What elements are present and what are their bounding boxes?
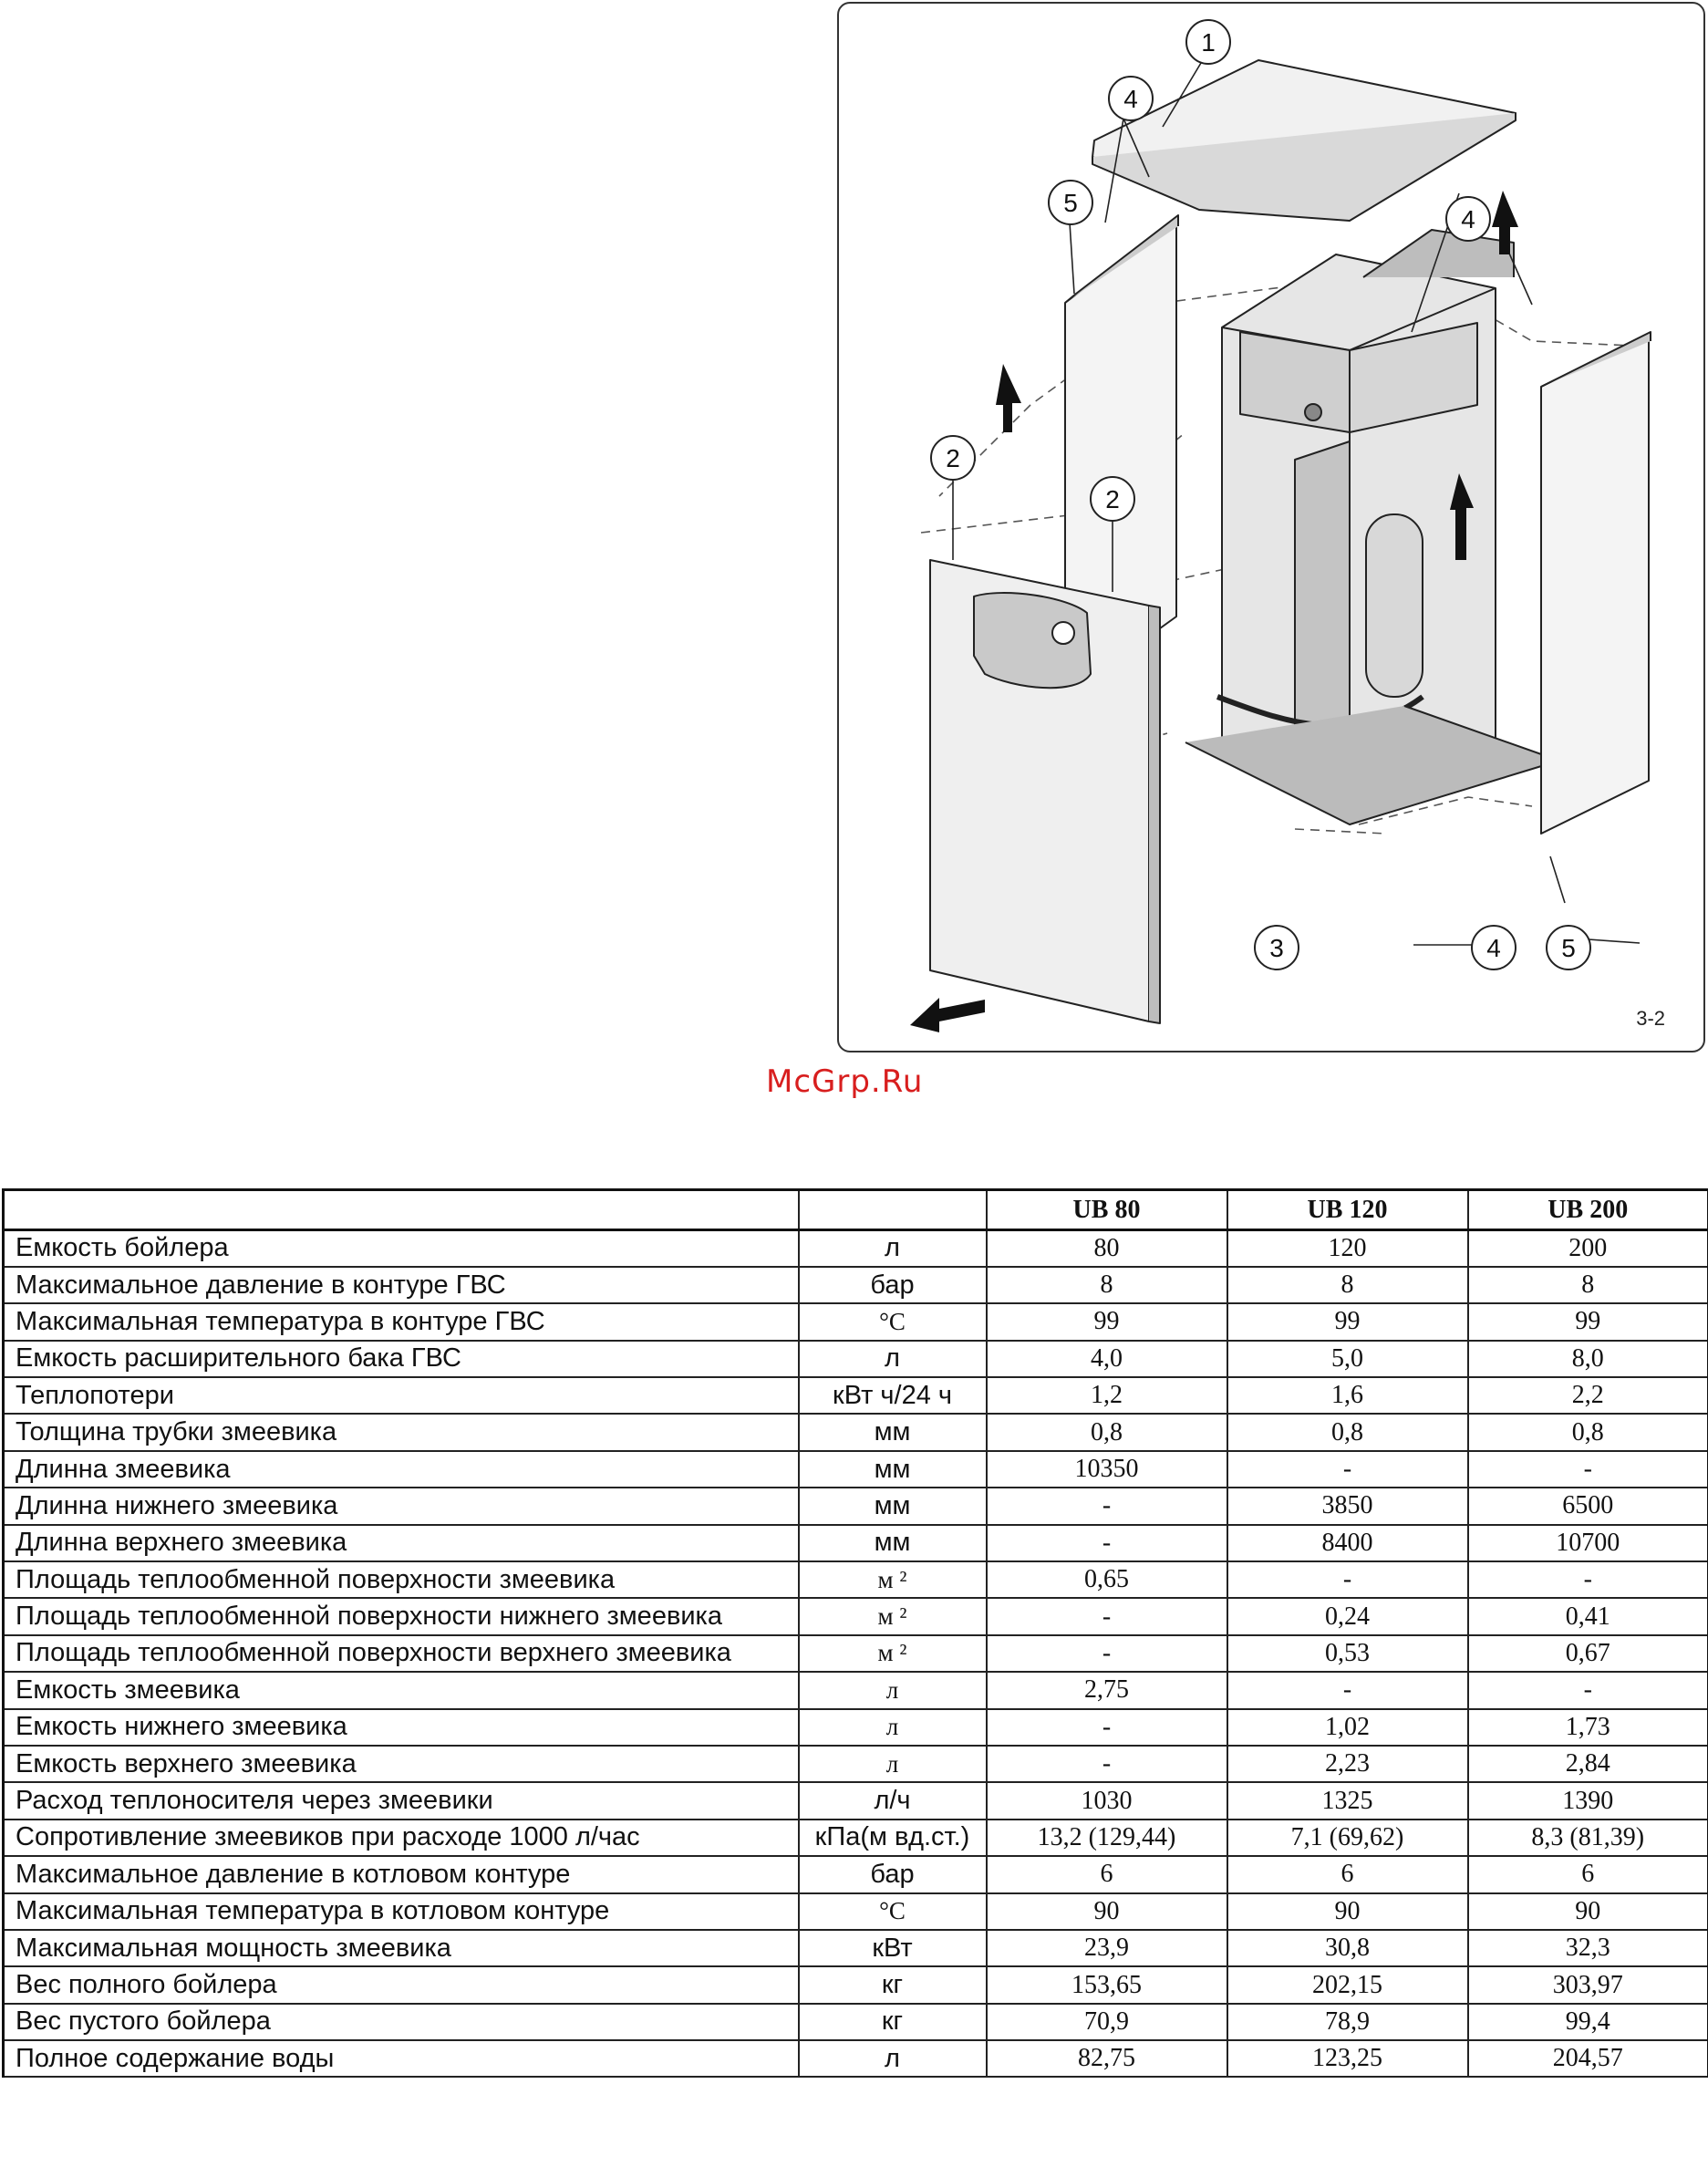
parameter-name: Максимальная мощность змеевика: [4, 1930, 799, 1966]
value-ub120: 90: [1227, 1893, 1468, 1930]
value-ub80: 6: [987, 1856, 1227, 1892]
parameter-unit: м ²: [799, 1598, 987, 1634]
value-ub80: 4,0: [987, 1341, 1227, 1377]
table-row: [4, 1893, 1708, 1930]
table-row: [4, 1414, 1708, 1450]
parameter-name: Площадь теплообменной поверхности верхнего змеевика: [4, 1635, 799, 1672]
value-ub200: 99: [1468, 1303, 1708, 1340]
callout-4-upper: 4: [1123, 85, 1138, 113]
parameter-unit: л: [799, 1746, 987, 1782]
value-ub120: 30,8: [1227, 1930, 1468, 1966]
parameter-name: Максимальное давление в контуре ГВС: [4, 1267, 799, 1303]
value-ub80: -: [987, 1525, 1227, 1561]
parameter-unit: кПа(м вд.ст.): [799, 1820, 987, 1856]
parameter-unit: мм: [799, 1451, 987, 1488]
parameter-name: Площадь теплообменной поверхности нижнего змеевика: [4, 1598, 799, 1634]
value-ub80: 23,9: [987, 1930, 1227, 1966]
parameter-name: Длинна змеевика: [4, 1451, 799, 1488]
parameter-unit: бар: [799, 1856, 987, 1892]
value-ub120: 8: [1227, 1267, 1468, 1303]
table-header-row: [4, 1190, 1708, 1230]
parameter-name: Длинна нижнего змеевика: [4, 1488, 799, 1524]
table-row: [4, 1267, 1708, 1303]
value-ub80: 13,2 (129,44): [987, 1820, 1227, 1856]
value-ub200: 32,3: [1468, 1930, 1708, 1966]
value-ub80: 10350: [987, 1451, 1227, 1488]
parameter-name: Емкость змеевика: [4, 1672, 799, 1708]
table-row: [4, 1709, 1708, 1746]
value-ub120: 1,02: [1227, 1709, 1468, 1746]
specifications-table: [2, 1188, 1708, 2078]
value-ub120: 120: [1227, 1230, 1468, 1267]
expansion-vessel: [1366, 514, 1423, 697]
parameter-name: Емкость бойлера: [4, 1230, 799, 1267]
table-row: [4, 1341, 1708, 1377]
value-ub80: -: [987, 1635, 1227, 1672]
table-row: [4, 1856, 1708, 1892]
table-row: [4, 1966, 1708, 2003]
value-ub200: 0,8: [1468, 1414, 1708, 1450]
parameter-name: Емкость нижнего змеевика: [4, 1709, 799, 1746]
parameter-name: Вес пустого бойлера: [4, 2004, 799, 2040]
parameter-unit: л: [799, 1672, 987, 1708]
value-ub200: 204,57: [1468, 2040, 1708, 2077]
table-row: [4, 1377, 1708, 1414]
header-parameter: [4, 1190, 799, 1230]
value-ub120: 0,24: [1227, 1598, 1468, 1634]
value-ub80: 80: [987, 1230, 1227, 1267]
exploded-diagram: [839, 4, 1707, 1054]
parameter-name: Максимальная температура в контуре ГВС: [4, 1303, 799, 1340]
value-ub120: 0,53: [1227, 1635, 1468, 1672]
parameter-name: Сопротивление змеевиков при расходе 1000 л/час: [4, 1820, 799, 1856]
parameter-name: Емкость расширительного бака ГВС: [4, 1341, 799, 1377]
parameter-name: Площадь теплообменной поверхности змеевика: [4, 1561, 799, 1598]
parameter-unit: л/ч: [799, 1782, 987, 1819]
parameter-unit: л: [799, 1709, 987, 1746]
parameter-name: Длинна верхнего змеевика: [4, 1525, 799, 1561]
parameter-name: Теплопотери: [4, 1377, 799, 1414]
value-ub200: 99,4: [1468, 2004, 1708, 2040]
table-body: [4, 1230, 1708, 2078]
value-ub80: 70,9: [987, 2004, 1227, 2040]
value-ub120: 7,1 (69,62): [1227, 1820, 1468, 1856]
table-row: [4, 1782, 1708, 1819]
value-ub80: -: [987, 1746, 1227, 1782]
value-ub200: 1,73: [1468, 1709, 1708, 1746]
table-row: [4, 1635, 1708, 1672]
value-ub80: 8: [987, 1267, 1227, 1303]
value-ub200: 2,84: [1468, 1746, 1708, 1782]
value-ub120: 3850: [1227, 1488, 1468, 1524]
value-ub200: 0,41: [1468, 1598, 1708, 1634]
value-ub80: 99: [987, 1303, 1227, 1340]
header-ub80: UB 80: [987, 1190, 1227, 1230]
parameter-unit: кВт ч/24 ч: [799, 1377, 987, 1414]
value-ub80: 153,65: [987, 1966, 1227, 2003]
table-row: [4, 1525, 1708, 1561]
figure-number: 3-2: [1636, 1007, 1665, 1030]
table-row: [4, 2040, 1708, 2077]
value-ub120: 6: [1227, 1856, 1468, 1892]
parameter-name: Максимальное давление в котловом контуре: [4, 1856, 799, 1892]
parameter-name: Емкость верхнего змеевика: [4, 1746, 799, 1782]
value-ub200: 6500: [1468, 1488, 1708, 1524]
callout-2-right: 2: [1105, 485, 1120, 513]
value-ub80: -: [987, 1709, 1227, 1746]
value-ub80: 1,2: [987, 1377, 1227, 1414]
table-row: [4, 1488, 1708, 1524]
value-ub200: 90: [1468, 1893, 1708, 1930]
value-ub80: 1030: [987, 1782, 1227, 1819]
value-ub200: 0,67: [1468, 1635, 1708, 1672]
right-side-panel: [1541, 334, 1649, 834]
table-row: [4, 1672, 1708, 1708]
parameter-unit: л: [799, 1230, 987, 1267]
header-unit: [799, 1190, 987, 1230]
value-ub200: -: [1468, 1672, 1708, 1708]
parameter-name: Максимальная температура в котловом контуре: [4, 1893, 799, 1930]
value-ub200: 10700: [1468, 1525, 1708, 1561]
parameter-name: Толщина трубки змеевика: [4, 1414, 799, 1450]
value-ub200: 200: [1468, 1230, 1708, 1267]
value-ub200: 2,2: [1468, 1377, 1708, 1414]
arrow-forward-front-panel: [910, 998, 985, 1032]
value-ub200: 6: [1468, 1856, 1708, 1892]
exploded-diagram-frame: [837, 2, 1705, 1052]
value-ub200: -: [1468, 1451, 1708, 1488]
table-row: [4, 1598, 1708, 1634]
value-ub120: -: [1227, 1451, 1468, 1488]
value-ub200: 303,97: [1468, 1966, 1708, 2003]
value-ub200: -: [1468, 1561, 1708, 1598]
value-ub120: 0,8: [1227, 1414, 1468, 1450]
watermark: McGrp.Ru: [766, 1063, 924, 1100]
parameter-unit: бар: [799, 1267, 987, 1303]
parameter-unit: кВт: [799, 1930, 987, 1966]
value-ub120: 1325: [1227, 1782, 1468, 1819]
value-ub200: 8: [1468, 1267, 1708, 1303]
value-ub80: -: [987, 1598, 1227, 1634]
value-ub120: 8400: [1227, 1525, 1468, 1561]
parameter-unit: мм: [799, 1414, 987, 1450]
parameter-name: Вес полного бойлера: [4, 1966, 799, 2003]
value-ub200: 1390: [1468, 1782, 1708, 1819]
parameter-unit: л: [799, 1341, 987, 1377]
table-row: [4, 1930, 1708, 1966]
parameter-unit: °С: [799, 1893, 987, 1930]
parameter-unit: м ²: [799, 1561, 987, 1598]
value-ub120: -: [1227, 1561, 1468, 1598]
parameter-unit: мм: [799, 1488, 987, 1524]
callout-5-upper: 5: [1063, 189, 1078, 217]
table-row: [4, 1230, 1708, 1267]
value-ub120: 123,25: [1227, 2040, 1468, 2077]
parameter-unit: °С: [799, 1303, 987, 1340]
callout-4-right: 4: [1461, 205, 1475, 233]
callout-2-left: 2: [946, 444, 960, 472]
callout-1: 1: [1201, 28, 1216, 57]
value-ub200: 8,3 (81,39): [1468, 1820, 1708, 1856]
value-ub80: -: [987, 1488, 1227, 1524]
value-ub80: 90: [987, 1893, 1227, 1930]
parameter-unit: мм: [799, 1525, 987, 1561]
table-row: [4, 1820, 1708, 1856]
header-ub200: UB 200: [1468, 1190, 1708, 1230]
value-ub120: 1,6: [1227, 1377, 1468, 1414]
table-row: [4, 1303, 1708, 1340]
arrow-up-left-panel: [996, 364, 1021, 432]
value-ub80: 2,75: [987, 1672, 1227, 1708]
table-row: [4, 1746, 1708, 1782]
table-row: [4, 1561, 1708, 1598]
value-ub120: 78,9: [1227, 2004, 1468, 2040]
parameter-unit: м ²: [799, 1635, 987, 1672]
parameter-unit: л: [799, 2040, 987, 2077]
value-ub80: 82,75: [987, 2040, 1227, 2077]
value-ub120: 5,0: [1227, 1341, 1468, 1377]
value-ub200: 8,0: [1468, 1341, 1708, 1377]
table-row: [4, 1451, 1708, 1488]
value-ub120: 202,15: [1227, 1966, 1468, 2003]
table-row: [4, 2004, 1708, 2040]
callout-3: 3: [1269, 934, 1284, 962]
parameter-unit: кг: [799, 1966, 987, 2003]
callout-5-lower: 5: [1561, 934, 1576, 962]
value-ub80: 0,8: [987, 1414, 1227, 1450]
value-ub80: 0,65: [987, 1561, 1227, 1598]
value-ub120: -: [1227, 1672, 1468, 1708]
callout-4-lower: 4: [1486, 934, 1501, 962]
value-ub120: 99: [1227, 1303, 1468, 1340]
value-ub120: 2,23: [1227, 1746, 1468, 1782]
parameter-name: Полное содержание воды: [4, 2040, 799, 2077]
parameter-name: Расход теплоносителя через змеевики: [4, 1782, 799, 1819]
parameter-unit: кг: [799, 2004, 987, 2040]
header-ub120: UB 120: [1227, 1190, 1468, 1230]
